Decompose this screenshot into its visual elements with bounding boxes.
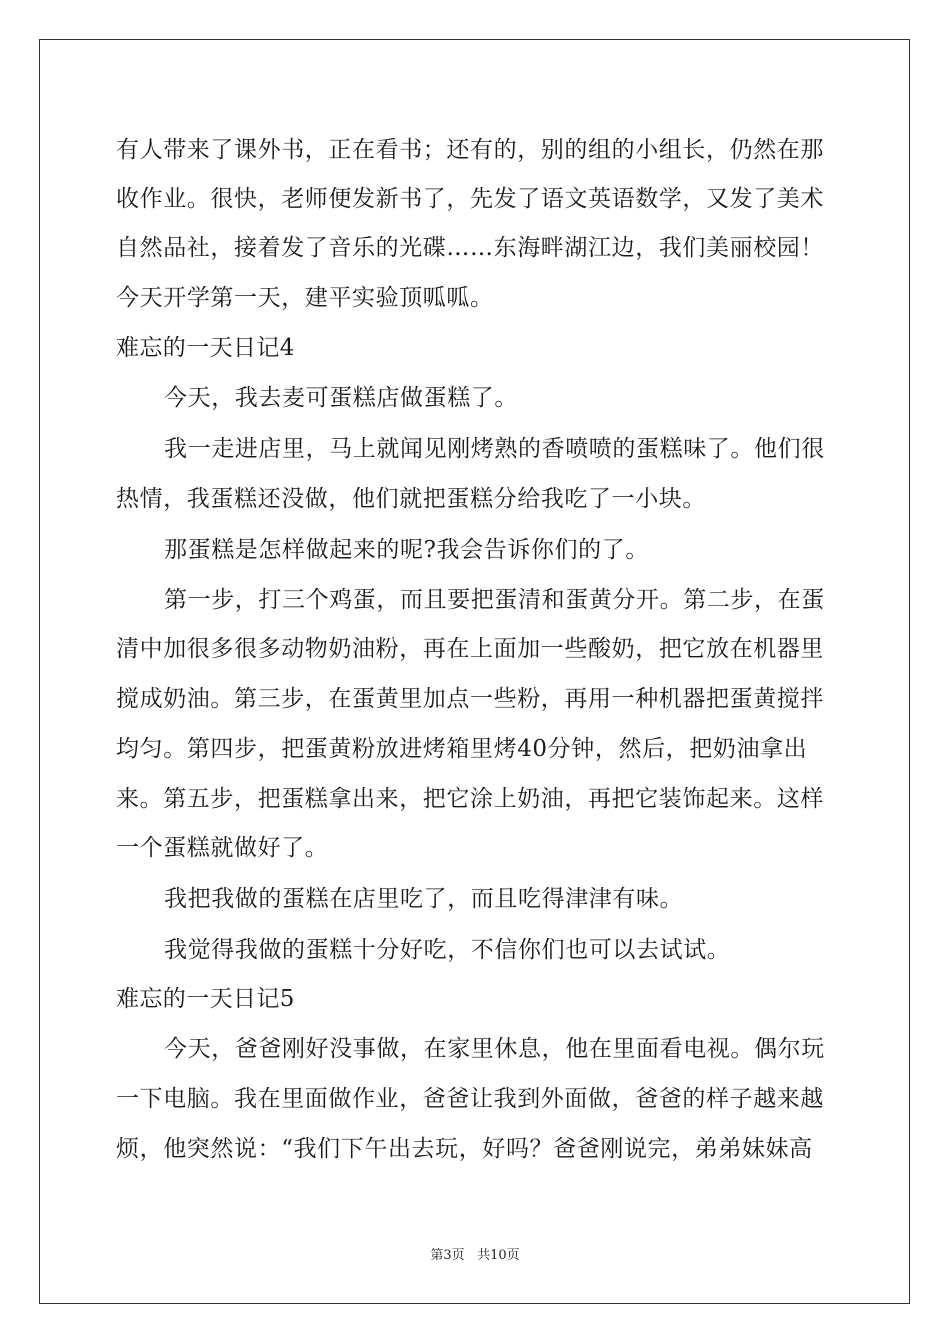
paragraph-line: 有人带来了课外书，正在看书；还有的，别的组的小组长，仍然在那 xyxy=(116,137,824,163)
paragraph-line: 搅成奶油。第三步，在蛋黄里加点一些粉，再用一种机器把蛋黄搅拌 xyxy=(116,686,824,712)
paragraph-line: 收作业。很快，老师便发新书了，先发了语文英语数学，又发了美术 xyxy=(116,186,824,212)
paragraph-line: 热情，我蛋糕还没做，他们就把蛋糕分给我吃了一小块。 xyxy=(116,486,706,512)
paragraph-line: 今天，爸爸刚好没事做，在家里休息，他在里面看电视。偶尔玩 xyxy=(164,1036,825,1062)
paragraph-line: 我一走进店里，马上就闻见刚烤熟的香喷喷的蛋糕味了。他们很 xyxy=(164,436,825,462)
page-border xyxy=(39,39,910,1304)
paragraph-line: 来。第五步，把蛋糕拿出来，把它涂上奶油，再把它装饰起来。这样 xyxy=(116,786,824,812)
paragraph-line: 烦，他突然说：“我们下午出去玩，好吗？爸爸刚说完，弟弟妹妹高 xyxy=(116,1136,813,1162)
section-heading: 难忘的一天日记5 xyxy=(116,986,295,1012)
paragraph-line: 清中加很多很多动物奶油粉，再在上面加一些酸奶，把它放在机器里 xyxy=(116,636,824,662)
paragraph-line: 我把我做的蛋糕在店里吃了，而且吃得津津有味。 xyxy=(164,886,684,912)
paragraph-line: 一下电脑。我在里面做作业，爸爸让我到外面做，爸爸的样子越来越 xyxy=(116,1086,824,1112)
paragraph-line: 第一步，打三个鸡蛋，而且要把蛋清和蛋黄分开。第二步，在蛋 xyxy=(164,587,825,613)
section-heading: 难忘的一天日记4 xyxy=(116,335,295,361)
paragraph-line: 我觉得我做的蛋糕十分好吃，不信你们也可以去试试。 xyxy=(164,937,731,963)
paragraph-line: 均匀。第四步，把蛋黄粉放进烤箱里烤40分钟，然后，把奶油拿出 xyxy=(116,736,808,762)
page-total: 共10页 xyxy=(477,1248,520,1263)
page-number: 第3页 xyxy=(430,1248,465,1263)
paragraph-line: 自然品社，接着发了音乐的光碟……东海畔湖江边，我们美丽校园！ xyxy=(116,235,824,261)
paragraph-line: 今天，我去麦可蛋糕店做蛋糕了。 xyxy=(164,385,518,411)
paragraph-line: 一个蛋糕就做好了。 xyxy=(116,835,329,861)
paragraph-line: 今天开学第一天，建平实验顶呱呱。 xyxy=(116,285,494,311)
paragraph-line: 那蛋糕是怎样做起来的呢?我会告诉你们的了。 xyxy=(164,537,649,563)
page-footer xyxy=(0,1247,950,1265)
